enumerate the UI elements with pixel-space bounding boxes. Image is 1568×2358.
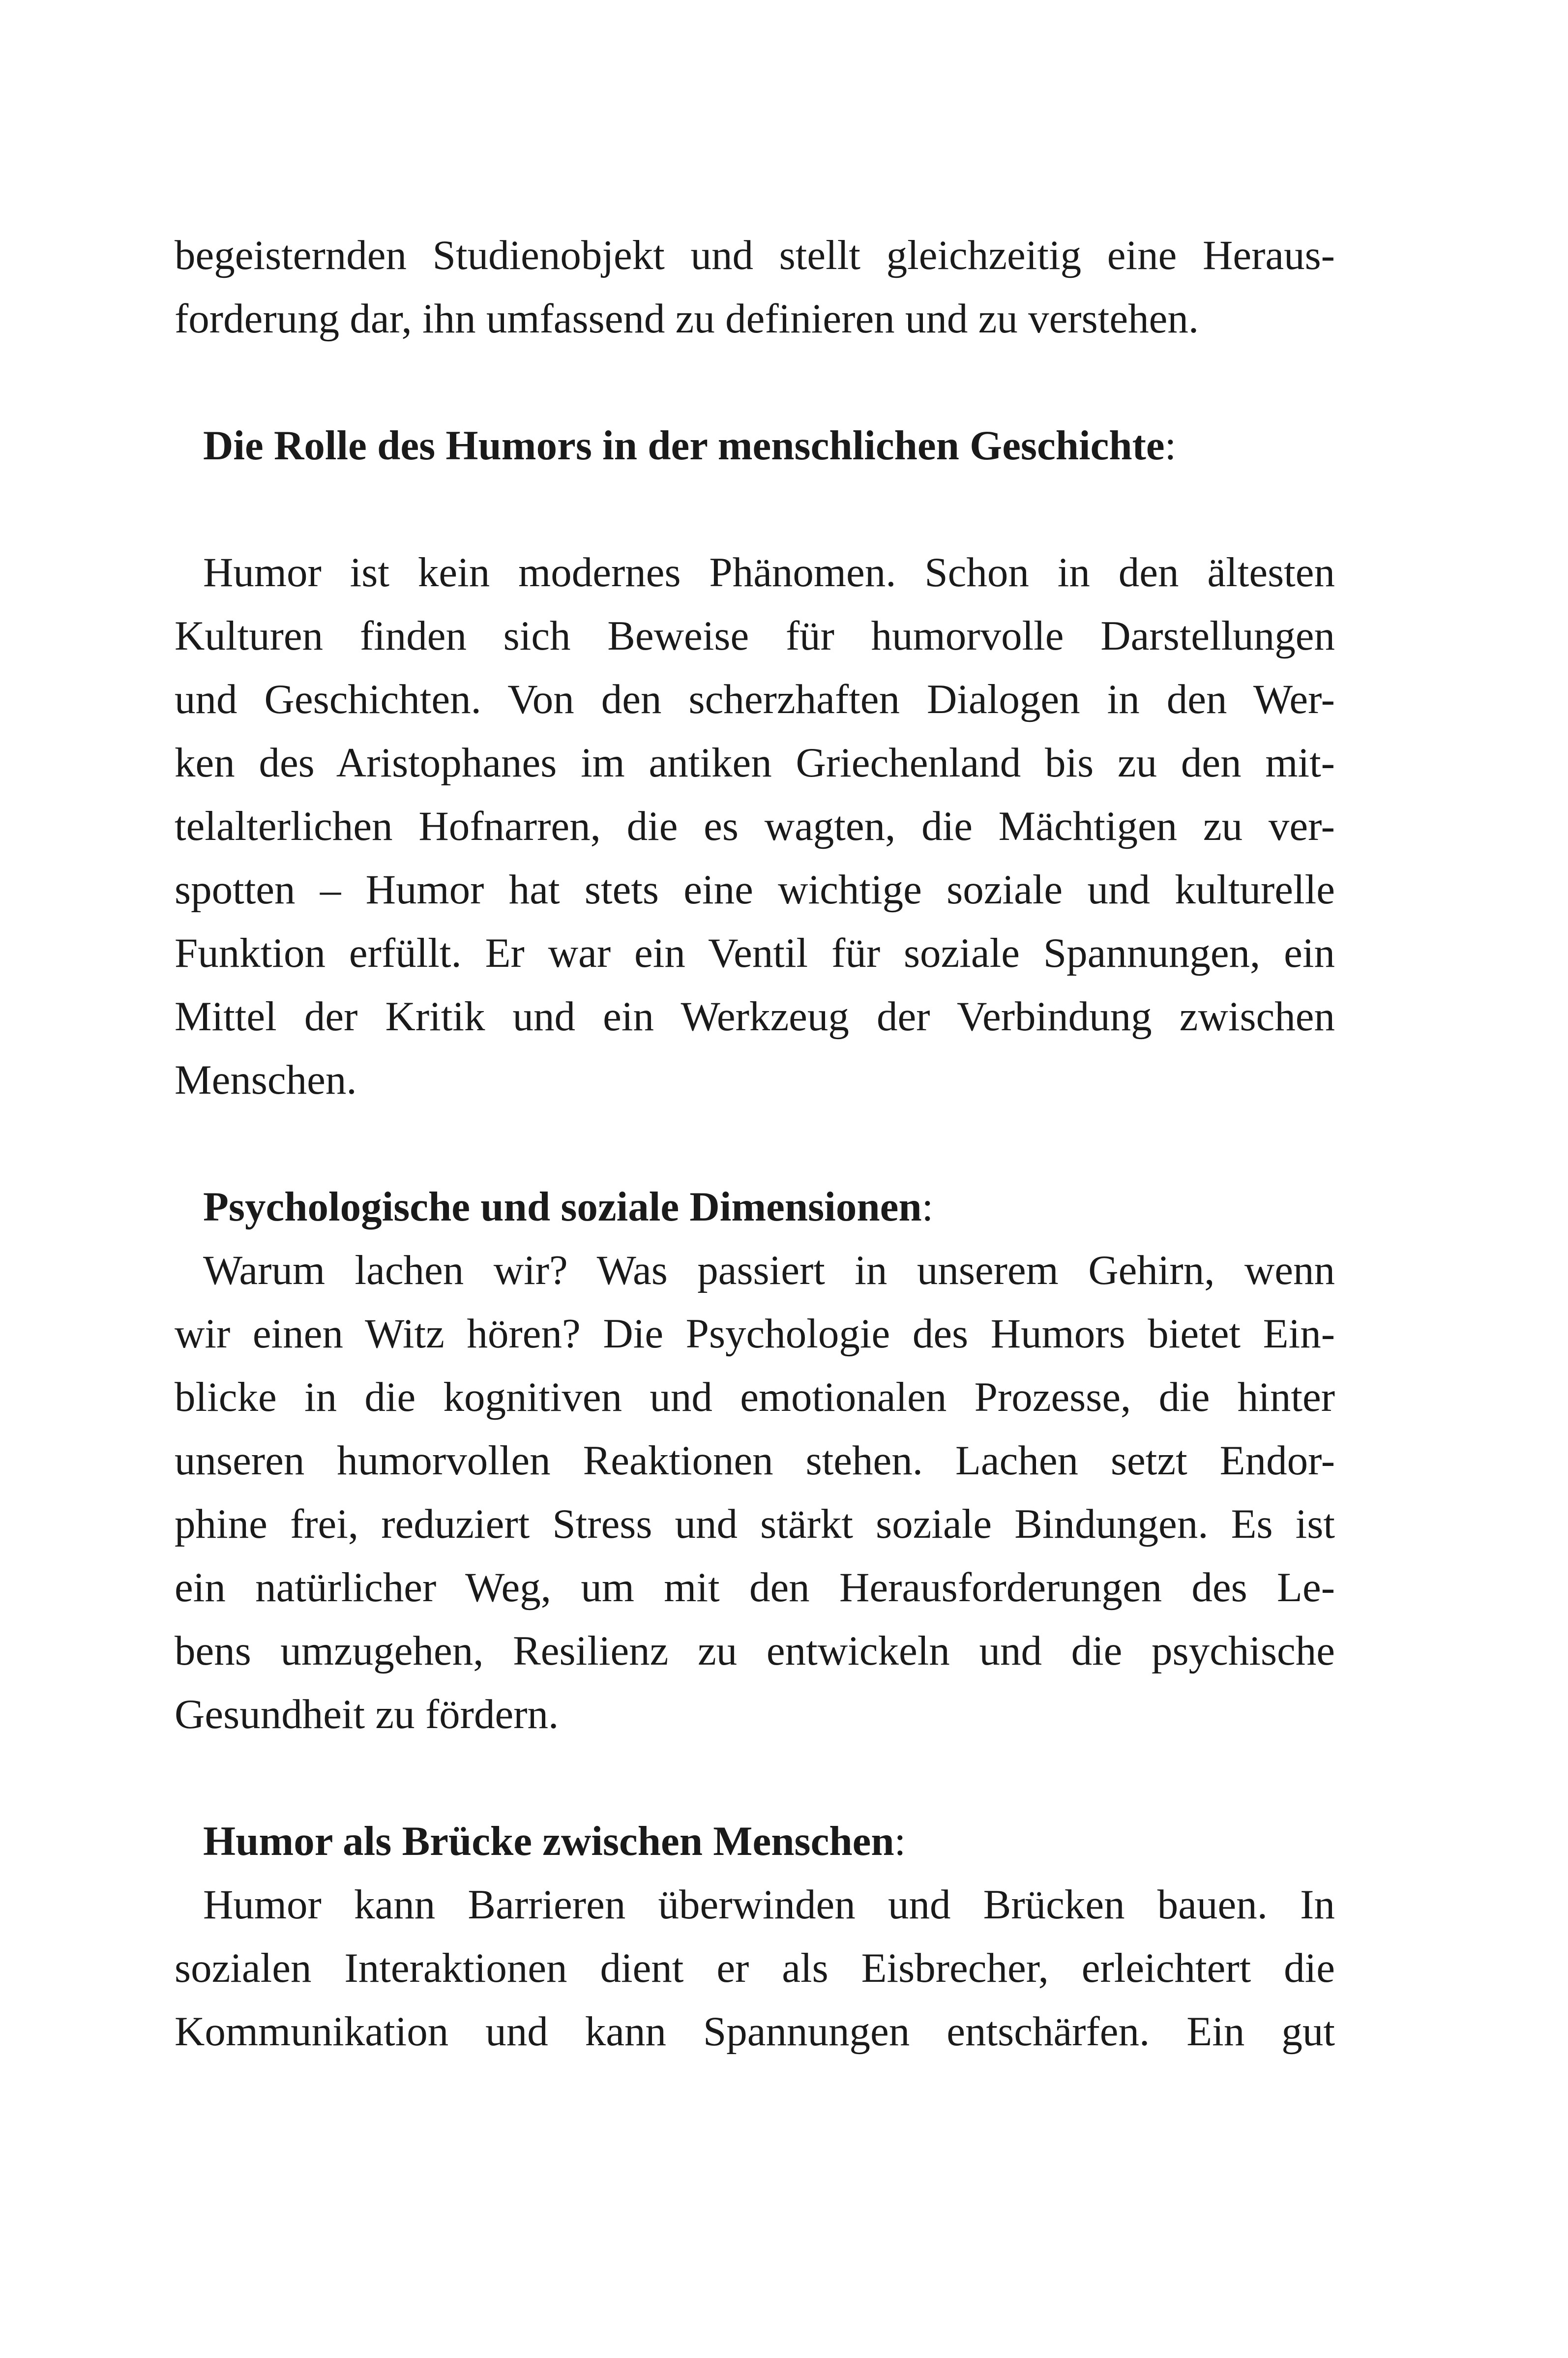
heading-colon: :	[894, 1818, 906, 1864]
text-line: Humor ist kein modernes Phänomen. Schon in den ältesten	[203, 549, 1335, 596]
text-line: phine frei, reduziert Stress und stärkt soziale Bindungen. Es ist	[175, 1501, 1335, 1547]
section-heading-bridge	[175, 1810, 1335, 1873]
section-heading-history	[175, 414, 1335, 478]
text-line: Menschen.	[175, 1057, 357, 1103]
text-line: unseren humorvollen Reaktionen stehen. Lachen setzt Endor-	[175, 1437, 1335, 1484]
text-line: Kulturen finden sich Beweise für humorvolle Darstellungen	[175, 613, 1335, 659]
text-line: Gesundheit zu fördern.	[175, 1691, 559, 1737]
text-line: Funktion erfüllt. Er war ein Ventil für soziale Spannungen, ein	[175, 930, 1335, 976]
text-line: ken des Aristophanes im antiken Griechenland bis zu den mit-	[175, 740, 1335, 786]
text-line: und Geschichten. Von den scherzhaften Dialogen in den Wer-	[175, 676, 1335, 722]
bridge-paragraph	[175, 1873, 1335, 2063]
text-line: begeisternden Studienobjekt und stellt gleichzeitig eine Heraus-	[175, 232, 1335, 278]
section-heading-psychology	[175, 1175, 1335, 1239]
text-line: telalterlichen Hofnarren, die es wagten, die Mächtigen zu ver-	[175, 803, 1335, 849]
text-line: spotten – Humor hat stets eine wichtige soziale und kulturelle	[175, 866, 1335, 913]
heading-text: Die Rolle des Humors in der menschlichen Geschichte	[203, 422, 1165, 469]
text-line: wir einen Witz hören? Die Psychologie des Humors bietet Ein-	[175, 1311, 1335, 1357]
text-line: sozialen Interaktionen dient er als Eisbrecher, erleichtert die	[175, 1945, 1335, 1991]
page-body	[175, 224, 1335, 2063]
text-line: Warum lachen wir? Was passiert in unserem Gehirn, wenn	[203, 1247, 1335, 1293]
text-line: blicke in die kognitiven und emotionalen Prozesse, die hinter	[175, 1374, 1335, 1420]
heading-colon: :	[1164, 422, 1177, 469]
text-line: Mittel der Kritik und ein Werkzeug der Verbindung zwischen	[175, 993, 1335, 1040]
text-line: ein natürlicher Weg, um mit den Herausforderungen des Le-	[175, 1564, 1335, 1611]
history-paragraph	[175, 541, 1335, 1112]
text-line: Humor kann Barrieren überwinden und Brücken bauen. In	[203, 1881, 1335, 1928]
text-line: Kommunikation und kann Spannungen entschärfen. Ein gut	[175, 2008, 1335, 2055]
psychology-paragraph	[175, 1239, 1335, 1746]
text-line: forderung dar, ihn umfassend zu definieren und zu verstehen.	[175, 296, 1199, 342]
heading-text: Humor als Brücke zwischen Menschen	[203, 1818, 894, 1864]
text-line: bens umzugehen, Resilienz zu entwickeln und die psychische	[175, 1628, 1335, 1674]
heading-text: Psychologische und soziale Dimensionen	[203, 1184, 922, 1230]
intro-paragraph	[175, 224, 1335, 351]
heading-colon: :	[921, 1184, 934, 1230]
